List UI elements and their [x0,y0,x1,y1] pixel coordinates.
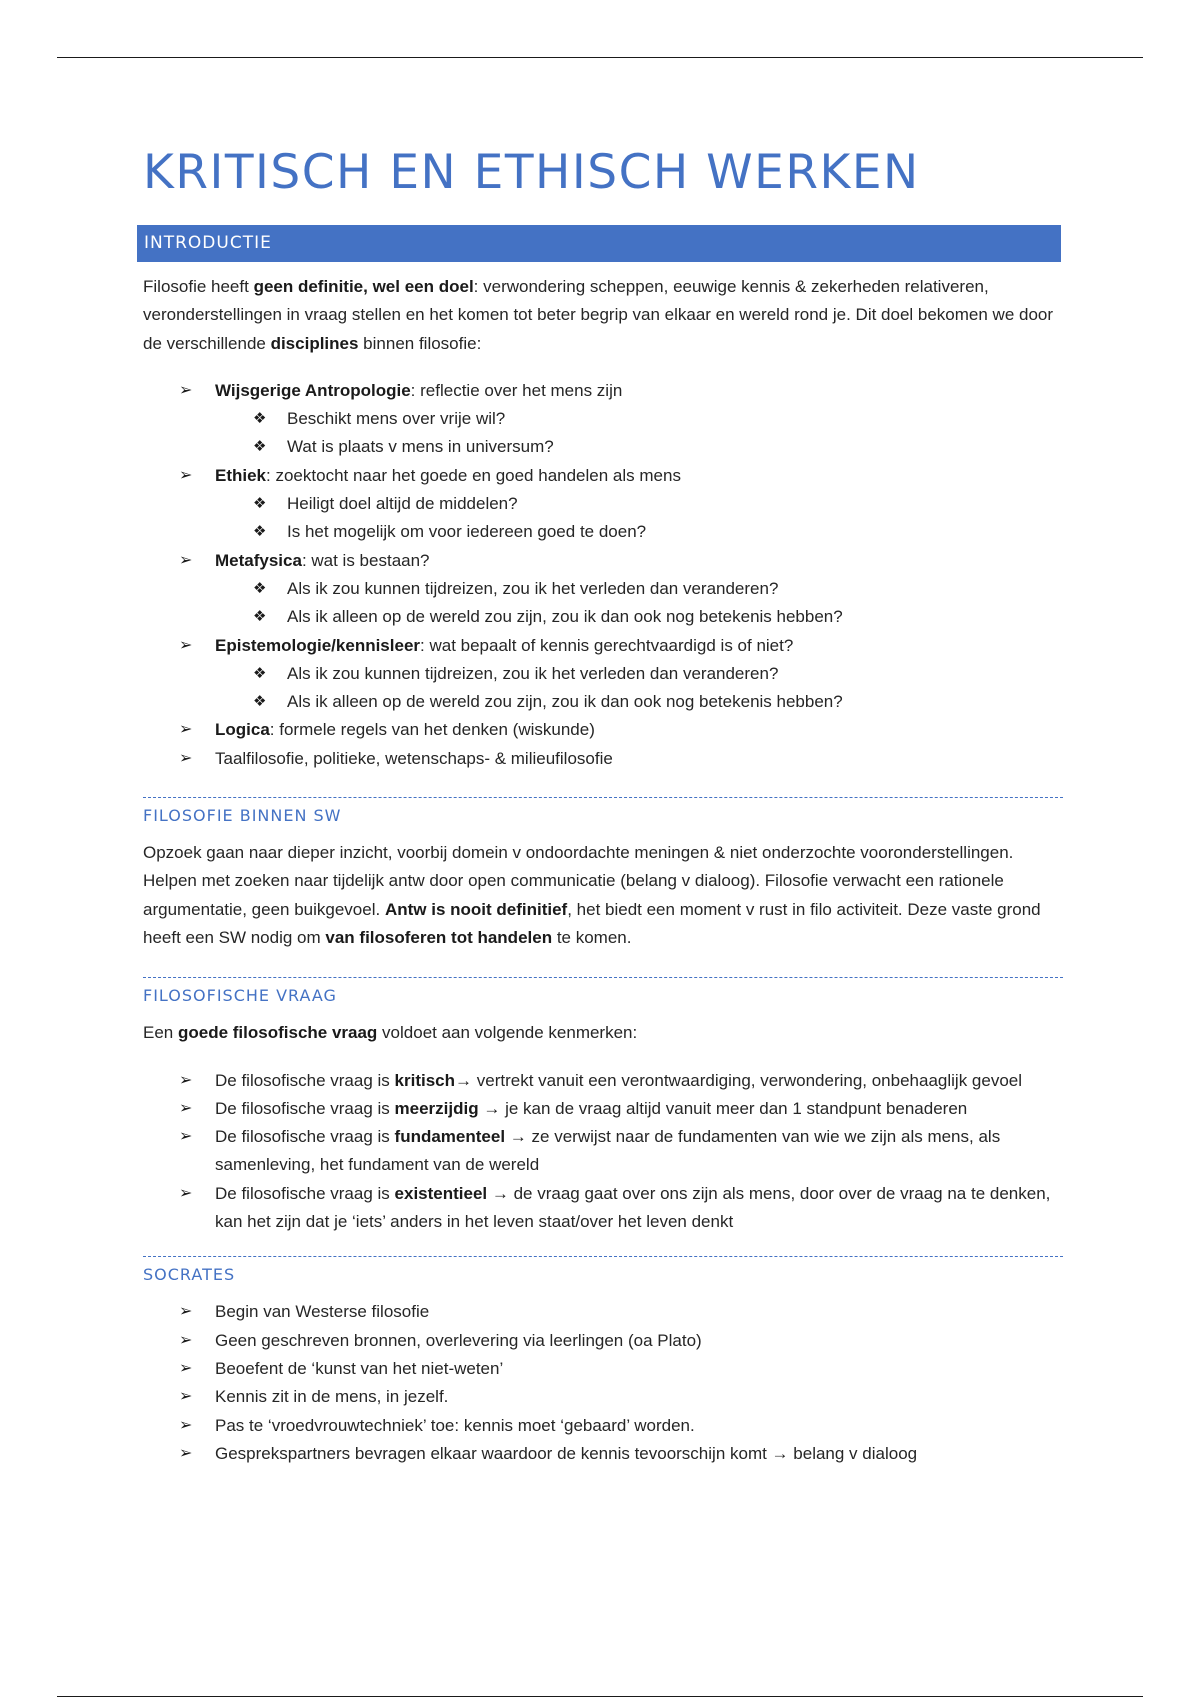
sw-paragraph: Opzoek gaan naar dieper inzicht, voorbij domein v ondoordachte meningen & niet onderzochte vooronderstellingen. Helpen met zoeken naar tijdelijk antw door open communicatie (belang v dialoog). Filosofie verwacht een rationele argumentatie, geen buikgevoel. Antw is nooit definitief, het biedt een moment v rust in filo activiteit. Deze vaste grond heeft een SW nodig om van filosoferen tot handelen te komen. [143,843,1041,947]
kenmerk-item: ➢ De filosofische vraag is fundamenteel → ze verwijst naar de fundamenten van wie we zijn als mens, als samenleving, het fundament van de wereld [143,1123,1063,1180]
vraag-lead-paragraph: Een goede filosofische vraag voldoet aan volgende kenmerken: [143,1023,638,1043]
section-heading: FILOSOFIE BINNEN SW [143,806,342,826]
sub-item: ❖ Beschikt mens over vrije wil? [143,405,1063,433]
sub-list [215,490,1063,547]
sub-item: ❖ Als ik alleen op de wereld zou zijn, zou ik dan ook nog betekenis hebben? [143,688,1063,716]
discipline-item: ➢ Taalfilosofie, politieke, wetenschaps- & milieufilosofie [143,745,1063,773]
socrates-list [143,1298,1063,1468]
bottom-border-line [57,1696,1143,1697]
socrates-item: ➢ Geen geschreven bronnen, overlevering via leerlingen (oa Plato) [143,1327,1063,1355]
document-title: KRITISCH EN ETHISCH WERKEN [143,145,920,200]
discipline-item: ➢ Metafysica: wat is bestaan? ❖ Als ik zou kunnen tijdreizen, zou ik het verleden dan veranderen? ❖ Als ik alleen op de wereld zou zijn, zou ik dan ook nog betekenis hebben? [143,547,1063,632]
socrates-item: ➢ Beoefent de ‘kunst van het niet-weten’ [143,1355,1063,1383]
sub-item: ❖ Is het mogelijk om voor iedereen goed te doen? [143,518,1063,546]
section-filosofische-vraag [143,977,1063,1236]
section-heading-introductie: INTRODUCTIE [137,225,1061,262]
implies-arrow-icon: → [487,1183,509,1203]
diamond-bullet-icon: ❖ [253,693,267,711]
arrow-bullet-icon: ➢ [179,749,193,767]
arrow-bullet-icon: ➢ [179,1128,193,1146]
diamond-bullet-icon: ❖ [253,495,267,513]
document-body [143,138,1063,1468]
diamond-bullet-icon: ❖ [253,579,267,597]
implies-arrow-icon: → [455,1070,473,1090]
kenmerken-list [143,1067,1063,1237]
kenmerk-item: ➢ De filosofische vraag is existentieel → de vraag gaat over ons zijn als mens, door over de vraag na te denken, kan het zijn dat je ‘iets’ anders in het leven staat/over het leven denkt [143,1180,1063,1237]
diamond-bullet-icon: ❖ [253,664,267,682]
arrow-bullet-icon: ➢ [179,1416,193,1434]
diamond-bullet-icon: ❖ [253,523,267,541]
arrow-bullet-icon: ➢ [179,381,193,399]
diamond-bullet-icon: ❖ [253,608,267,626]
arrow-bullet-icon: ➢ [179,1303,193,1321]
section-filosofie-binnen-sw [143,797,1063,952]
arrow-bullet-icon: ➢ [179,636,193,654]
sub-item: ❖ Heiligt doel altijd de middelen? [143,490,1063,518]
arrow-bullet-icon: ➢ [179,1359,193,1377]
diamond-bullet-icon: ❖ [253,438,267,456]
sub-list [215,405,1063,462]
discipline-item: ➢ Wijsgerige Antropologie: reflectie over het mens zijn ❖ Beschikt mens over vrije wil? ❖ Wat is plaats v mens in universum? [143,377,1063,462]
implies-arrow-icon: → [478,1098,501,1118]
top-border-line [57,57,1143,58]
section-socrates [143,1256,1063,1468]
section-heading: FILOSOFISCHE VRAAG [143,986,337,1006]
kenmerk-item: ➢ De filosofische vraag is meerzijdig → je kan de vraag altijd vanuit meer dan 1 standpunt benaderen [143,1095,1063,1123]
implies-arrow-icon: → [505,1127,527,1147]
arrow-bullet-icon: ➢ [179,1071,193,1089]
kenmerk-item: ➢ De filosofische vraag is kritisch→ vertrekt vanuit een verontwaardiging, verwondering, onbehaaglijk gevoel [143,1067,1063,1095]
discipline-item: ➢ Ethiek: zoektocht naar het goede en goed handelen als mens ❖ Heiligt doel altijd de middelen? ❖ Is het mogelijk om voor iedereen goed te doen? [143,462,1063,547]
discipline-item: ➢ Logica: formele regels van het denken (wiskunde) [143,716,1063,744]
socrates-item: ➢ Pas te ‘vroedvrouwtechniek’ toe: kennis moet ‘gebaard’ worden. [143,1412,1063,1440]
sub-list [215,660,1063,717]
intro-paragraph: Filosofie heeft geen definitie, wel een doel: verwondering scheppen, eeuwige kennis & zekerheden relativeren, veronderstellingen in vraag stellen en het komen tot beter begrip van elkaar en wereld rond je. Dit doel bekomen we door de verschillende disciplines binnen filosofie: [143,277,1054,353]
arrow-bullet-icon: ➢ [179,1444,193,1462]
socrates-item: ➢ Begin van Westerse filosofie [143,1298,1063,1326]
socrates-item: ➢ Kennis zit in de mens, in jezelf. [143,1383,1063,1411]
section-heading: SOCRATES [143,1265,236,1285]
arrow-bullet-icon: ➢ [179,466,193,484]
sub-item: ❖ Als ik zou kunnen tijdreizen, zou ik het verleden dan veranderen? [143,660,1063,688]
sub-item: ❖ Als ik zou kunnen tijdreizen, zou ik het verleden dan veranderen? [143,575,1063,603]
arrow-bullet-icon: ➢ [179,1099,193,1117]
arrow-bullet-icon: ➢ [179,1184,193,1202]
sub-list [215,575,1063,632]
sub-item: ❖ Wat is plaats v mens in universum? [143,433,1063,461]
disciplines-list [143,377,1063,773]
arrow-bullet-icon: ➢ [179,1388,193,1406]
arrow-bullet-icon: ➢ [179,721,193,739]
arrow-bullet-icon: ➢ [179,1331,193,1349]
socrates-item: ➢ Gesprekspartners bevragen elkaar waardoor de kennis tevoorschijn komt → belang v dialoog [143,1440,1063,1468]
arrow-bullet-icon: ➢ [179,551,193,569]
sub-item: ❖ Als ik alleen op de wereld zou zijn, zou ik dan ook nog betekenis hebben? [143,603,1063,631]
diamond-bullet-icon: ❖ [253,410,267,428]
discipline-item: ➢ Epistemologie/kennisleer: wat bepaalt of kennis gerechtvaardigd is of niet? ❖ Als ik zou kunnen tijdreizen, zou ik het verleden dan veranderen? ❖ Als ik alleen op de wereld zou zijn, zou ik dan ook nog betekenis hebben? [143,632,1063,717]
